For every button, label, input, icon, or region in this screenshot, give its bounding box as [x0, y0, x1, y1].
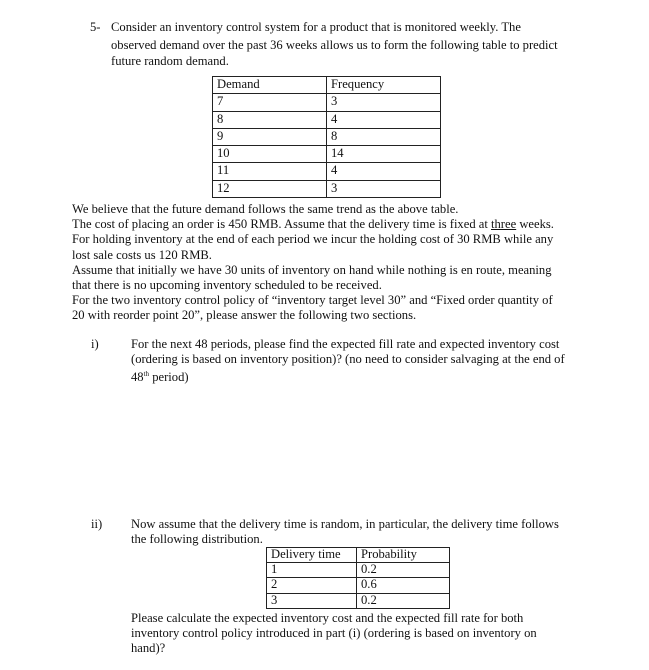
body-line-7: For the two inventory control policy of “inventory target level 30” and “Fixed order quantity of — [72, 293, 553, 307]
intro-line-2: observed demand over the past 36 weeks allows us to form the following table to predict — [111, 38, 558, 52]
demand-cell: 8 — [213, 111, 327, 128]
part-ii-line-1: Now assume that the delivery time is random, in particular, the delivery time follows — [131, 517, 559, 531]
part-i-period-suffix: th — [143, 370, 150, 378]
demand-cell: 9 — [213, 128, 327, 145]
part-ii-closing-3: hand)? — [131, 641, 166, 655]
delivery-time-header: Delivery time — [267, 548, 357, 563]
body-line-6: that there is no upcoming inventory scheduled to be received. — [72, 278, 382, 292]
table-row — [267, 563, 450, 578]
table-row — [213, 146, 441, 163]
frequency-header: Frequency — [327, 77, 441, 94]
demand-cell: 11 — [213, 163, 327, 180]
table-row — [213, 94, 441, 111]
demand-cell: 7 — [213, 94, 327, 111]
part-i-label: i) — [91, 337, 99, 351]
part-ii-label: ii) — [91, 517, 103, 531]
delivery-weeks-underlined: three — [491, 217, 517, 231]
demand-cell: 10 — [213, 146, 327, 163]
table-header-row — [267, 548, 450, 563]
demand-table — [212, 76, 441, 198]
part-ii-closing-2: inventory control policy introduced in part (i) (ordering is based on inventory on — [131, 626, 537, 640]
frequency-cell: 4 — [327, 111, 441, 128]
body-line-2 — [72, 217, 554, 232]
table-row — [267, 593, 450, 608]
body-line-8: 20 with reorder point 20”, please answer the following two sections. — [72, 308, 417, 322]
probability-cell: 0.6 — [357, 578, 450, 593]
delivery-table — [266, 547, 450, 609]
delivery-time-cell: 1 — [267, 563, 357, 578]
intro-line-1: Consider an inventory control system for a product that is monitored weekly. The — [111, 20, 521, 34]
table-row — [213, 163, 441, 180]
part-i-line-3 — [131, 367, 189, 385]
probability-header: Probability — [357, 548, 450, 563]
body-line-2-post: weeks. — [516, 217, 554, 231]
table-row — [267, 578, 450, 593]
table-row — [213, 111, 441, 128]
table-row — [213, 128, 441, 145]
delivery-time-cell: 2 — [267, 578, 357, 593]
frequency-cell: 4 — [327, 163, 441, 180]
part-ii-closing-1: Please calculate the expected inventory cost and the expected fill rate for both — [131, 611, 524, 625]
part-i-line-2: (ordering is based on inventory position)? (no need to consider salvaging at the end of — [131, 352, 565, 366]
part-i-period-text: period) — [149, 370, 189, 384]
body-line-2-pre: The cost of placing an order is 450 RMB. Assume that the delivery time is fixed at — [72, 217, 492, 231]
frequency-cell: 8 — [327, 128, 441, 145]
table-header-row — [213, 77, 441, 94]
frequency-cell: 3 — [327, 180, 441, 197]
demand-header: Demand — [213, 77, 327, 94]
question-number: 5- — [90, 20, 101, 34]
part-ii-line-2: the following distribution. — [131, 532, 263, 546]
part-i-period-number: 48 — [131, 370, 144, 384]
intro-line-3: future random demand. — [111, 54, 229, 68]
probability-cell: 0.2 — [357, 563, 450, 578]
body-line-5: Assume that initially we have 30 units of inventory on hand while nothing is en route, meaning — [72, 263, 552, 277]
body-line-1: We believe that the future demand follows the same trend as the above table. — [72, 202, 459, 216]
table-row — [213, 180, 441, 197]
part-i-line-1: For the next 48 periods, please find the expected fill rate and expected inventory cost — [131, 337, 560, 351]
body-line-4: lost sale costs us 120 RMB. — [72, 248, 212, 262]
body-line-3: For holding inventory at the end of each period we incur the holding cost of 30 RMB while any — [72, 232, 554, 246]
probability-cell: 0.2 — [357, 593, 450, 608]
demand-cell: 12 — [213, 180, 327, 197]
delivery-time-cell: 3 — [267, 593, 357, 608]
frequency-cell: 3 — [327, 94, 441, 111]
frequency-cell: 14 — [327, 146, 441, 163]
